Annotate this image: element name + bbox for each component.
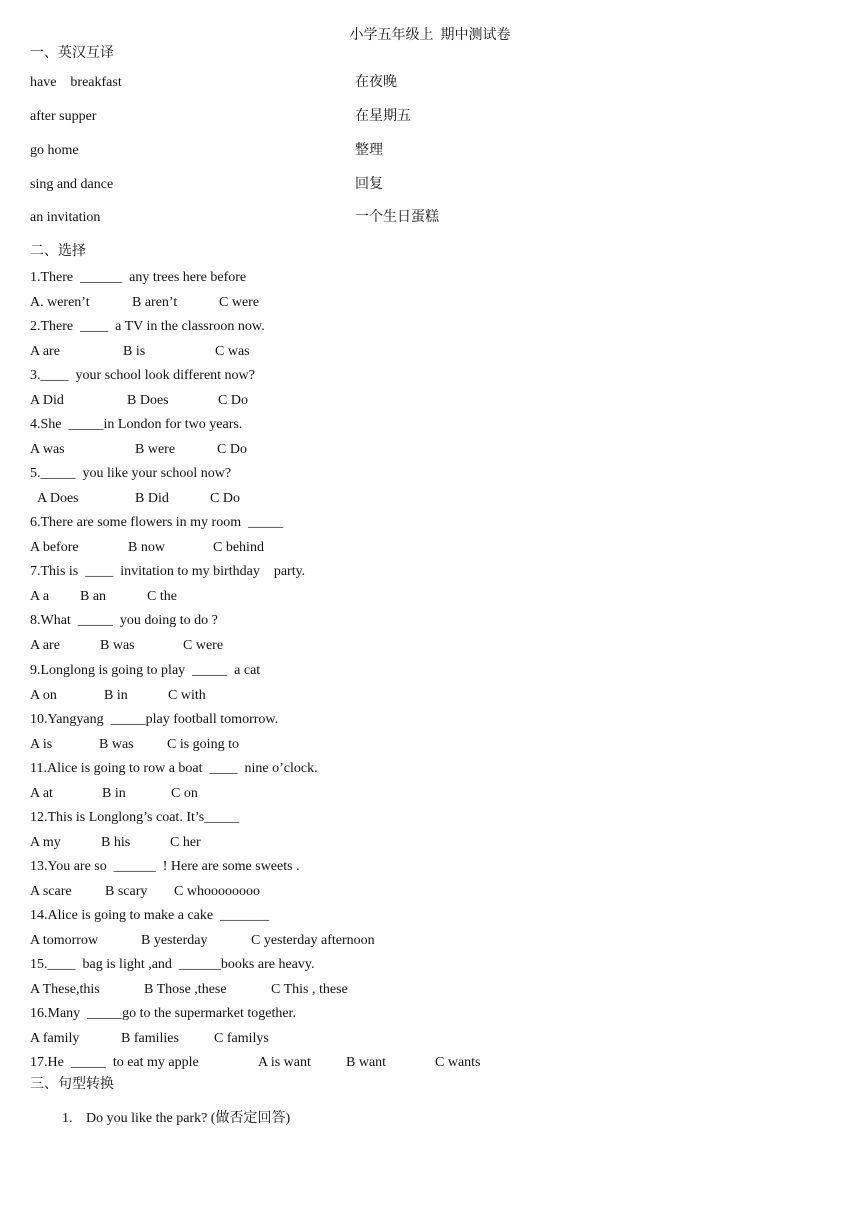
- answer-option: A is: [30, 737, 53, 752]
- question-text: 15.____ bag is light ,and ______books are heavy.: [30, 957, 315, 972]
- answer-option: A family: [30, 1031, 80, 1046]
- answer-option: A Did: [30, 393, 64, 408]
- answer-option: C the: [147, 589, 177, 604]
- translation-zh: 在夜晚: [355, 75, 397, 90]
- answer-option: B in: [104, 688, 128, 703]
- answer-option: B an: [80, 589, 107, 604]
- answer-option: C behind: [213, 540, 264, 555]
- answer-option: B aren’t: [132, 295, 178, 310]
- answer-option: A These,this: [30, 982, 100, 997]
- answer-option: B was: [99, 737, 134, 752]
- answer-option: C wants: [435, 1055, 481, 1070]
- answer-option: A Does: [37, 491, 79, 506]
- answer-option: B were: [135, 442, 176, 457]
- question-text: 13.You are so ______ ! Here are some sweets .: [30, 859, 300, 874]
- answer-option: B was: [100, 638, 135, 653]
- answer-option: C were: [219, 295, 260, 310]
- answer-option: A my: [30, 835, 61, 850]
- answer-option: C on: [171, 786, 198, 801]
- answer-option: A is want: [258, 1055, 311, 1070]
- question-text: 10.Yangyang _____play football tomorrow.: [30, 712, 279, 727]
- translation-zh: 一个生日蛋糕: [355, 210, 439, 225]
- answer-option: B yesterday: [141, 933, 208, 948]
- section1-heading: 一、英汉互译: [30, 46, 114, 61]
- answer-option: B Does: [127, 393, 169, 408]
- answer-option: C Do: [217, 442, 247, 457]
- question-text: 14.Alice is going to make a cake _______: [30, 908, 270, 923]
- question-text: 17.He _____ to eat my apple: [30, 1055, 199, 1070]
- answer-option: A are: [30, 344, 60, 359]
- answer-option: C yesterday afternoon: [251, 933, 375, 948]
- question-text: 11.Alice is going to row a boat ____ nine o’clock.: [30, 761, 318, 776]
- question-text: 9.Longlong is going to play _____ a cat: [30, 663, 261, 678]
- answer-option: A at: [30, 786, 53, 801]
- answer-option: C familys: [214, 1031, 269, 1046]
- answer-option: C is going to: [167, 737, 239, 752]
- answer-option: C whoooooooo: [174, 884, 260, 899]
- answer-option: B now: [128, 540, 165, 555]
- answer-option: A are: [30, 638, 60, 653]
- answer-option: A before: [30, 540, 79, 555]
- question-text: 1.There ______ any trees here before: [30, 270, 247, 285]
- answer-option: B his: [101, 835, 131, 850]
- answer-option: C was: [215, 344, 250, 359]
- page-title: 小学五年级上 期中测试卷: [349, 28, 511, 43]
- translation-en: sing and dance: [30, 177, 114, 192]
- question-text: 3.____ your school look different now?: [30, 368, 255, 383]
- translation-en: after supper: [30, 109, 97, 124]
- answer-option: B Did: [135, 491, 169, 506]
- conversion-item-text: Do you like the park? (做否定回答): [86, 1111, 291, 1126]
- translation-zh: 整理: [355, 143, 383, 158]
- answer-option: B families: [121, 1031, 179, 1046]
- conversion-item-number: 1.: [62, 1111, 73, 1126]
- answer-option: A scare: [30, 884, 72, 899]
- answer-option: B in: [102, 786, 126, 801]
- answer-option: C with: [168, 688, 206, 703]
- section3-heading: 三、句型转换: [30, 1077, 114, 1092]
- question-text: 16.Many _____go to the supermarket together.: [30, 1006, 296, 1021]
- translation-en: an invitation: [30, 210, 101, 225]
- question-text: 2.There ____ a TV in the classroon now.: [30, 319, 265, 334]
- section2-heading: 二、选择: [30, 244, 86, 259]
- answer-option: B Those ,these: [144, 982, 227, 997]
- answer-option: A tomorrow: [30, 933, 99, 948]
- translation-zh: 回复: [355, 177, 383, 192]
- answer-option: A on: [30, 688, 57, 703]
- question-text: 7.This is ____ invitation to my birthday party.: [30, 564, 306, 579]
- question-text: 5._____ you like your school now?: [30, 466, 232, 481]
- question-text: 8.What _____ you doing to do ?: [30, 613, 218, 628]
- answer-option: A. weren’t: [30, 295, 90, 310]
- answer-option: C her: [170, 835, 201, 850]
- answer-option: C This , these: [271, 982, 348, 997]
- translation-zh: 在星期五: [355, 109, 411, 124]
- answer-option: C Do: [210, 491, 240, 506]
- answer-option: C Do: [218, 393, 248, 408]
- answer-option: B is: [123, 344, 146, 359]
- question-text: 4.She _____in London for two years.: [30, 417, 243, 432]
- answer-option: A a: [30, 589, 50, 604]
- translation-en: have breakfast: [30, 75, 122, 90]
- answer-option: B want: [346, 1055, 387, 1070]
- answer-option: C were: [183, 638, 224, 653]
- question-text: 6.There are some flowers in my room _____: [30, 515, 284, 530]
- question-text: 12.This is Longlong’s coat. It’s_____: [30, 810, 240, 825]
- answer-option: B scary: [105, 884, 148, 899]
- translation-en: go home: [30, 143, 79, 158]
- answer-option: A was: [30, 442, 65, 457]
